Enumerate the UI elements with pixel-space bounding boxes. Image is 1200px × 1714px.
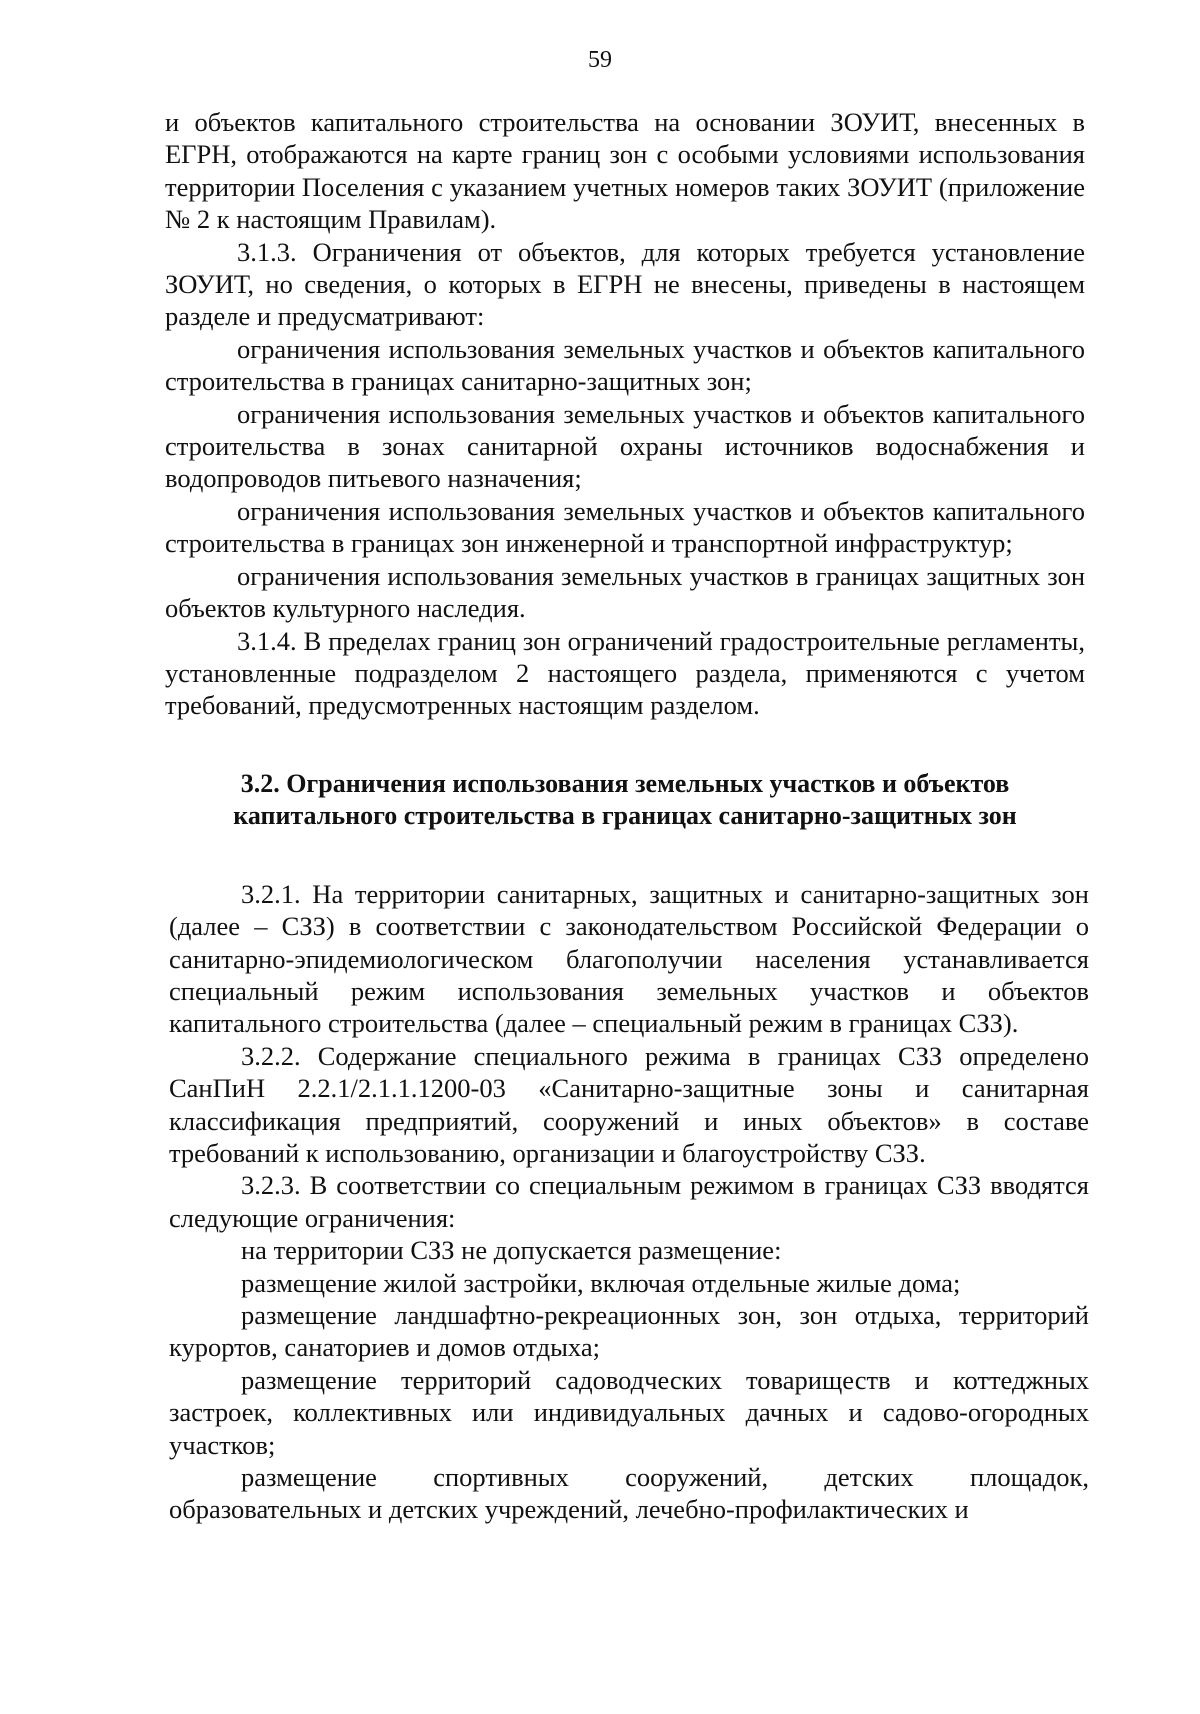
list-item-sports-medical: размещение спортивных сооружений, детских площадок, образовательных и детских учреждений, лечебно-профилактических и bbox=[169, 1462, 1089, 1525]
document-body bbox=[165, 106, 1089, 1526]
paragraph-3-2-3: 3.2.3. В соответствии со специальным режимом в границах СЗЗ вводятся следующие ограничения: bbox=[169, 1170, 1089, 1233]
paragraph-zouit-egrn: и объектов капитального строительства на основании ЗОУИТ, внесенных в ЕГРН, отображаются на карте границ зон с особыми условиями использования территории Поселения с указанием учетных номеров таких ЗОУИТ (приложение № 2 к настоящим Правилам). bbox=[165, 107, 1085, 235]
heading-line-1: 3.2. Ограничения использования земельных участков и объектов bbox=[240, 768, 1010, 798]
list-item-sanitary-zones: ограничения использования земельных участков и объектов капитального строительства в границах санитарно-защитных зон; bbox=[165, 333, 1085, 397]
paragraph-3-1-4: 3.1.4. В пределах границ зон ограничений градостроительные регламенты, установленные подразделом 2 настоящего раздела, применяются с учетом требований, предусмотренных настоящим разделом. bbox=[165, 625, 1085, 721]
paragraph-3-2-1: 3.2.1. На территории санитарных, защитных и санитарно-защитных зон (далее – СЗЗ) в соответствии с законодательством Российской Федерации о санитарно-эпидемиологическом благополучии населения устанавливается специальный режим использования земельных участков и объектов капитального строительства (далее – специальный режим в границах СЗЗ). bbox=[169, 878, 1089, 1039]
heading-line-2: капитального строительства в границах санитарно-защитных зон bbox=[233, 800, 1017, 830]
list-item-cultural-heritage: ограничения использования земельных участков в границах защитных зон объектов культурного наследия. bbox=[165, 560, 1085, 624]
paragraph-3-2-2: 3.2.2. Содержание специального режима в границах СЗЗ определено СанПиН 2.2.1/2.1.1.1200-03 «Санитарно-защитные зоны и санитарная классификация предприятий, сооружений и иных объектов» в составе требований к использованию, организации и благоустройству СЗЗ. bbox=[169, 1040, 1089, 1168]
list-item-recreation: размещение ландшафтно-рекреационных зон, зон отдыха, территорий курортов, санаториев и домов отдыха; bbox=[169, 1300, 1089, 1363]
section-3-2-text bbox=[169, 878, 1089, 1526]
section-heading-3-2 bbox=[165, 768, 1085, 832]
list-item-infrastructure: ограничения использования земельных участков и объектов капитального строительства в границах зон инженерной и транспортной инфраструктур; bbox=[165, 495, 1085, 559]
list-item-water-protection: ограничения использования земельных участков и объектов капитального строительства в зонах санитарной охраны источников водоснабжения и водопроводов питьевого назначения; bbox=[165, 398, 1085, 494]
list-intro-prohibited: на территории СЗЗ не допускается размещение: bbox=[241, 1235, 782, 1266]
page-number: 59 bbox=[588, 47, 612, 73]
paragraph-3-1-3: 3.1.3. Ограничения от объектов, для которых требуется установление ЗОУИТ, но сведения, о которых в ЕГРН не внесены, приведены в настоящем разделе и предусматривают: bbox=[165, 236, 1085, 332]
section-3-1-text bbox=[165, 106, 1085, 722]
list-item-gardening: размещение территорий садоводческих товариществ и коттеджных застроек, коллективных или индивидуальных дачных и садово-огородных участков; bbox=[169, 1364, 1089, 1460]
list-item-residential: размещение жилой застройки, включая отдельные жилые дома; bbox=[241, 1267, 961, 1298]
